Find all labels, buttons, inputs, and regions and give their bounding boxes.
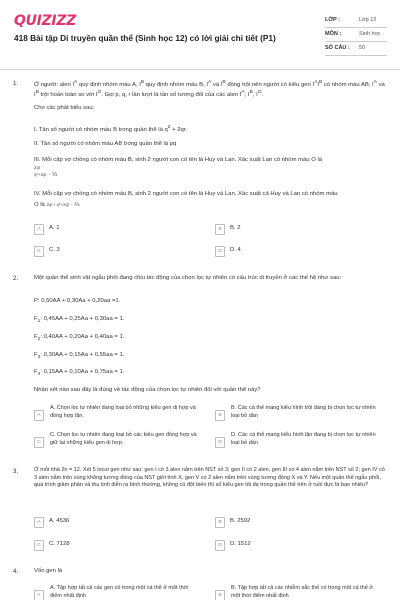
question-number: 2. bbox=[13, 275, 19, 282]
option-letter: C bbox=[34, 437, 44, 448]
subject-meta bbox=[325, 31, 380, 37]
option-letter: B bbox=[215, 224, 225, 235]
generation-f1: $F_1$: 0,45AA + 0,25Aa + 0,30aa = 1. bbox=[34, 316, 125, 325]
option-text: A. Tập hợp tất cả các gen có trong một cá thể ở một thời điểm nhất định bbox=[50, 585, 189, 599]
answer-option[interactable] bbox=[34, 405, 199, 426]
question-number: 1. bbox=[13, 80, 19, 87]
option-letter: C bbox=[34, 246, 44, 257]
question-stem: Ở mỗi nhà 2n = 12. Xét 5 locut gen như sau: gen I có 3 alen nằm trên NST số 3; gen II có 2 alen, gen III có 4 alen nằm trên NST số 2; gen IV có 3 alen nằm trên vùng không tương đồng của NST giới tính X, gen V có 2 alen nằm trên vùng tương đồng X và Y. Nếu một quần thể ngẫu phối, quá trình giảm phân và thụ tinh diễn ra bình thường, không có đột biến thì số kiểu gen tối đa trong quần thể trên ở ruồi đực là bao nhiêu? bbox=[34, 467, 385, 489]
meta-divider bbox=[325, 41, 387, 42]
option-text: A. 4536 bbox=[49, 518, 70, 524]
option-letter: D bbox=[215, 246, 225, 257]
question-stem: Vốn gen là bbox=[34, 568, 63, 574]
answer-option[interactable] bbox=[215, 585, 380, 600]
statement-4: IV. Mỗi cặp vợ chồng có nhóm máu B, sinh 2 người con có tên là Huy và Lan. Xác suất cả Huy và Lan có nhóm máu bbox=[34, 191, 338, 197]
generation-f2: $F_2$: 0,40AA + 0,20Aa + 0,40aa = 1. bbox=[34, 334, 125, 343]
count-value: 50 bbox=[359, 45, 366, 51]
option-letter: B bbox=[215, 517, 225, 528]
class-meta bbox=[325, 17, 376, 23]
option-text: D. Các cá thể mang kiểu hình lặn đang bị chọn lọc tự nhiên loại bỏ dần bbox=[231, 432, 376, 446]
option-text: A. Chọn lọc tự nhiên đang loại bỏ những kiểu gen dị hợp và đồng hợp lặn. bbox=[50, 405, 196, 419]
answer-option[interactable] bbox=[215, 432, 380, 453]
option-text: B. 2592 bbox=[230, 518, 251, 524]
page-title: 418 Bài tập Di truyền quần thể (Sinh học 12) có lời giải chi tiết (P1) bbox=[14, 33, 276, 43]
question-text: Nhận xét nào sau đây là đúng về tác động của chọn lọc tự nhiên đối với quần thể này? bbox=[34, 387, 261, 393]
answer-option[interactable] bbox=[215, 405, 380, 426]
option-letter: D bbox=[215, 540, 225, 551]
question-stem: Một quần thể sinh vật ngẫu phối đang chịu tác động của chọn lọc tự nhiên có cấu trúc di truyền ở các thế hệ như sau: bbox=[34, 275, 342, 281]
generation-p: P: 0,50AA + 0,30Aa + 0,20aa =1. bbox=[34, 298, 121, 304]
option-letter: B bbox=[215, 590, 225, 600]
option-letter: A bbox=[34, 410, 44, 421]
class-label: LỚP : bbox=[325, 17, 340, 23]
statement-4-formula: O là 2qr / q²+2qr · ¼ bbox=[34, 202, 80, 208]
header-divider bbox=[0, 69, 400, 70]
subject-label: MÔN : bbox=[325, 31, 342, 37]
option-text: D. 4 bbox=[230, 247, 241, 253]
option-text: A. 1 bbox=[49, 225, 60, 231]
option-text: B. Các cá thể mang kiểu hình trội đang bị chọn lọc tự nhiên loại bỏ dần bbox=[231, 405, 376, 419]
option-letter: B bbox=[215, 410, 225, 421]
answer-option[interactable] bbox=[34, 585, 199, 600]
option-text: C. Chọn lọc tự nhiên đang loại bỏ các kiểu gen đồng hợp và giữ lại những kiểu gen dị hợp. bbox=[50, 432, 197, 446]
option-text: C. 7128 bbox=[49, 541, 70, 547]
meta-divider bbox=[325, 55, 387, 56]
answer-option[interactable] bbox=[34, 432, 199, 453]
meta-divider bbox=[325, 27, 387, 28]
statement-2: II. Tần số người có nhóm máu AB trong quần thể là pq bbox=[34, 141, 177, 147]
question-text: Cho các phát biểu sau: bbox=[34, 105, 95, 111]
option-letter: A bbox=[34, 590, 44, 600]
header bbox=[0, 0, 400, 68]
option-letter: A bbox=[34, 517, 44, 528]
quizizz-logo: QUIZIZZ bbox=[14, 13, 77, 29]
option-letter: D bbox=[215, 437, 225, 448]
option-letter: C bbox=[34, 540, 44, 551]
question-number: 3. bbox=[13, 468, 19, 475]
count-meta bbox=[325, 45, 365, 51]
option-text: B. 2 bbox=[230, 225, 241, 231]
option-letter: A bbox=[34, 224, 44, 235]
statement-1: I. Tần số người có nhóm máu B trong quần thể là $q^2 + 2qr$. bbox=[34, 125, 188, 133]
statement-3: III. Mỗi cặp vợ chồng có nhóm máu B, sinh 2 người con có tên là Huy và Lan. Xác suất Lan có nhóm máu O là bbox=[34, 157, 323, 163]
count-label: SỐ CÂU : bbox=[325, 45, 350, 51]
generation-f4: $F_4$: 0,15AA + 0,10Aa + 0,75aa = 1. bbox=[34, 369, 125, 378]
option-text: D. 1512 bbox=[230, 541, 251, 547]
question-number: 4. bbox=[13, 568, 19, 575]
class-value: Lớp 12 bbox=[359, 17, 377, 23]
question-stem: Ở người: alen $I^A$ quy định nhóm máu A, $I^B$ quy định nhóm máu B, $I^A$ và $I^B$ đồng trội nên người có kiểu gen $I^AI^B$ có nhóm máu AB; $I^A$ và $I^B$ trội hoàn toàn so với $I^O$. Gọi p, q, r lần lượt là tần số tương đối của các alen $I^A$, $I^B$, $I^O$. bbox=[34, 80, 385, 99]
option-text: C. 3 bbox=[49, 247, 60, 253]
generation-f3: $F_3$: 0,30AA + 0,15Aa + 0,55aa = 1. bbox=[34, 352, 125, 361]
option-text: B. Tập hợp tất cả các nhiễm sắc thể có trong một cá thể ở một thời điểm nhất định bbox=[231, 585, 373, 599]
subject-value: Sinh học bbox=[359, 31, 381, 37]
statement-3-formula: 2qr q²+2qr · ¼ bbox=[34, 165, 57, 178]
